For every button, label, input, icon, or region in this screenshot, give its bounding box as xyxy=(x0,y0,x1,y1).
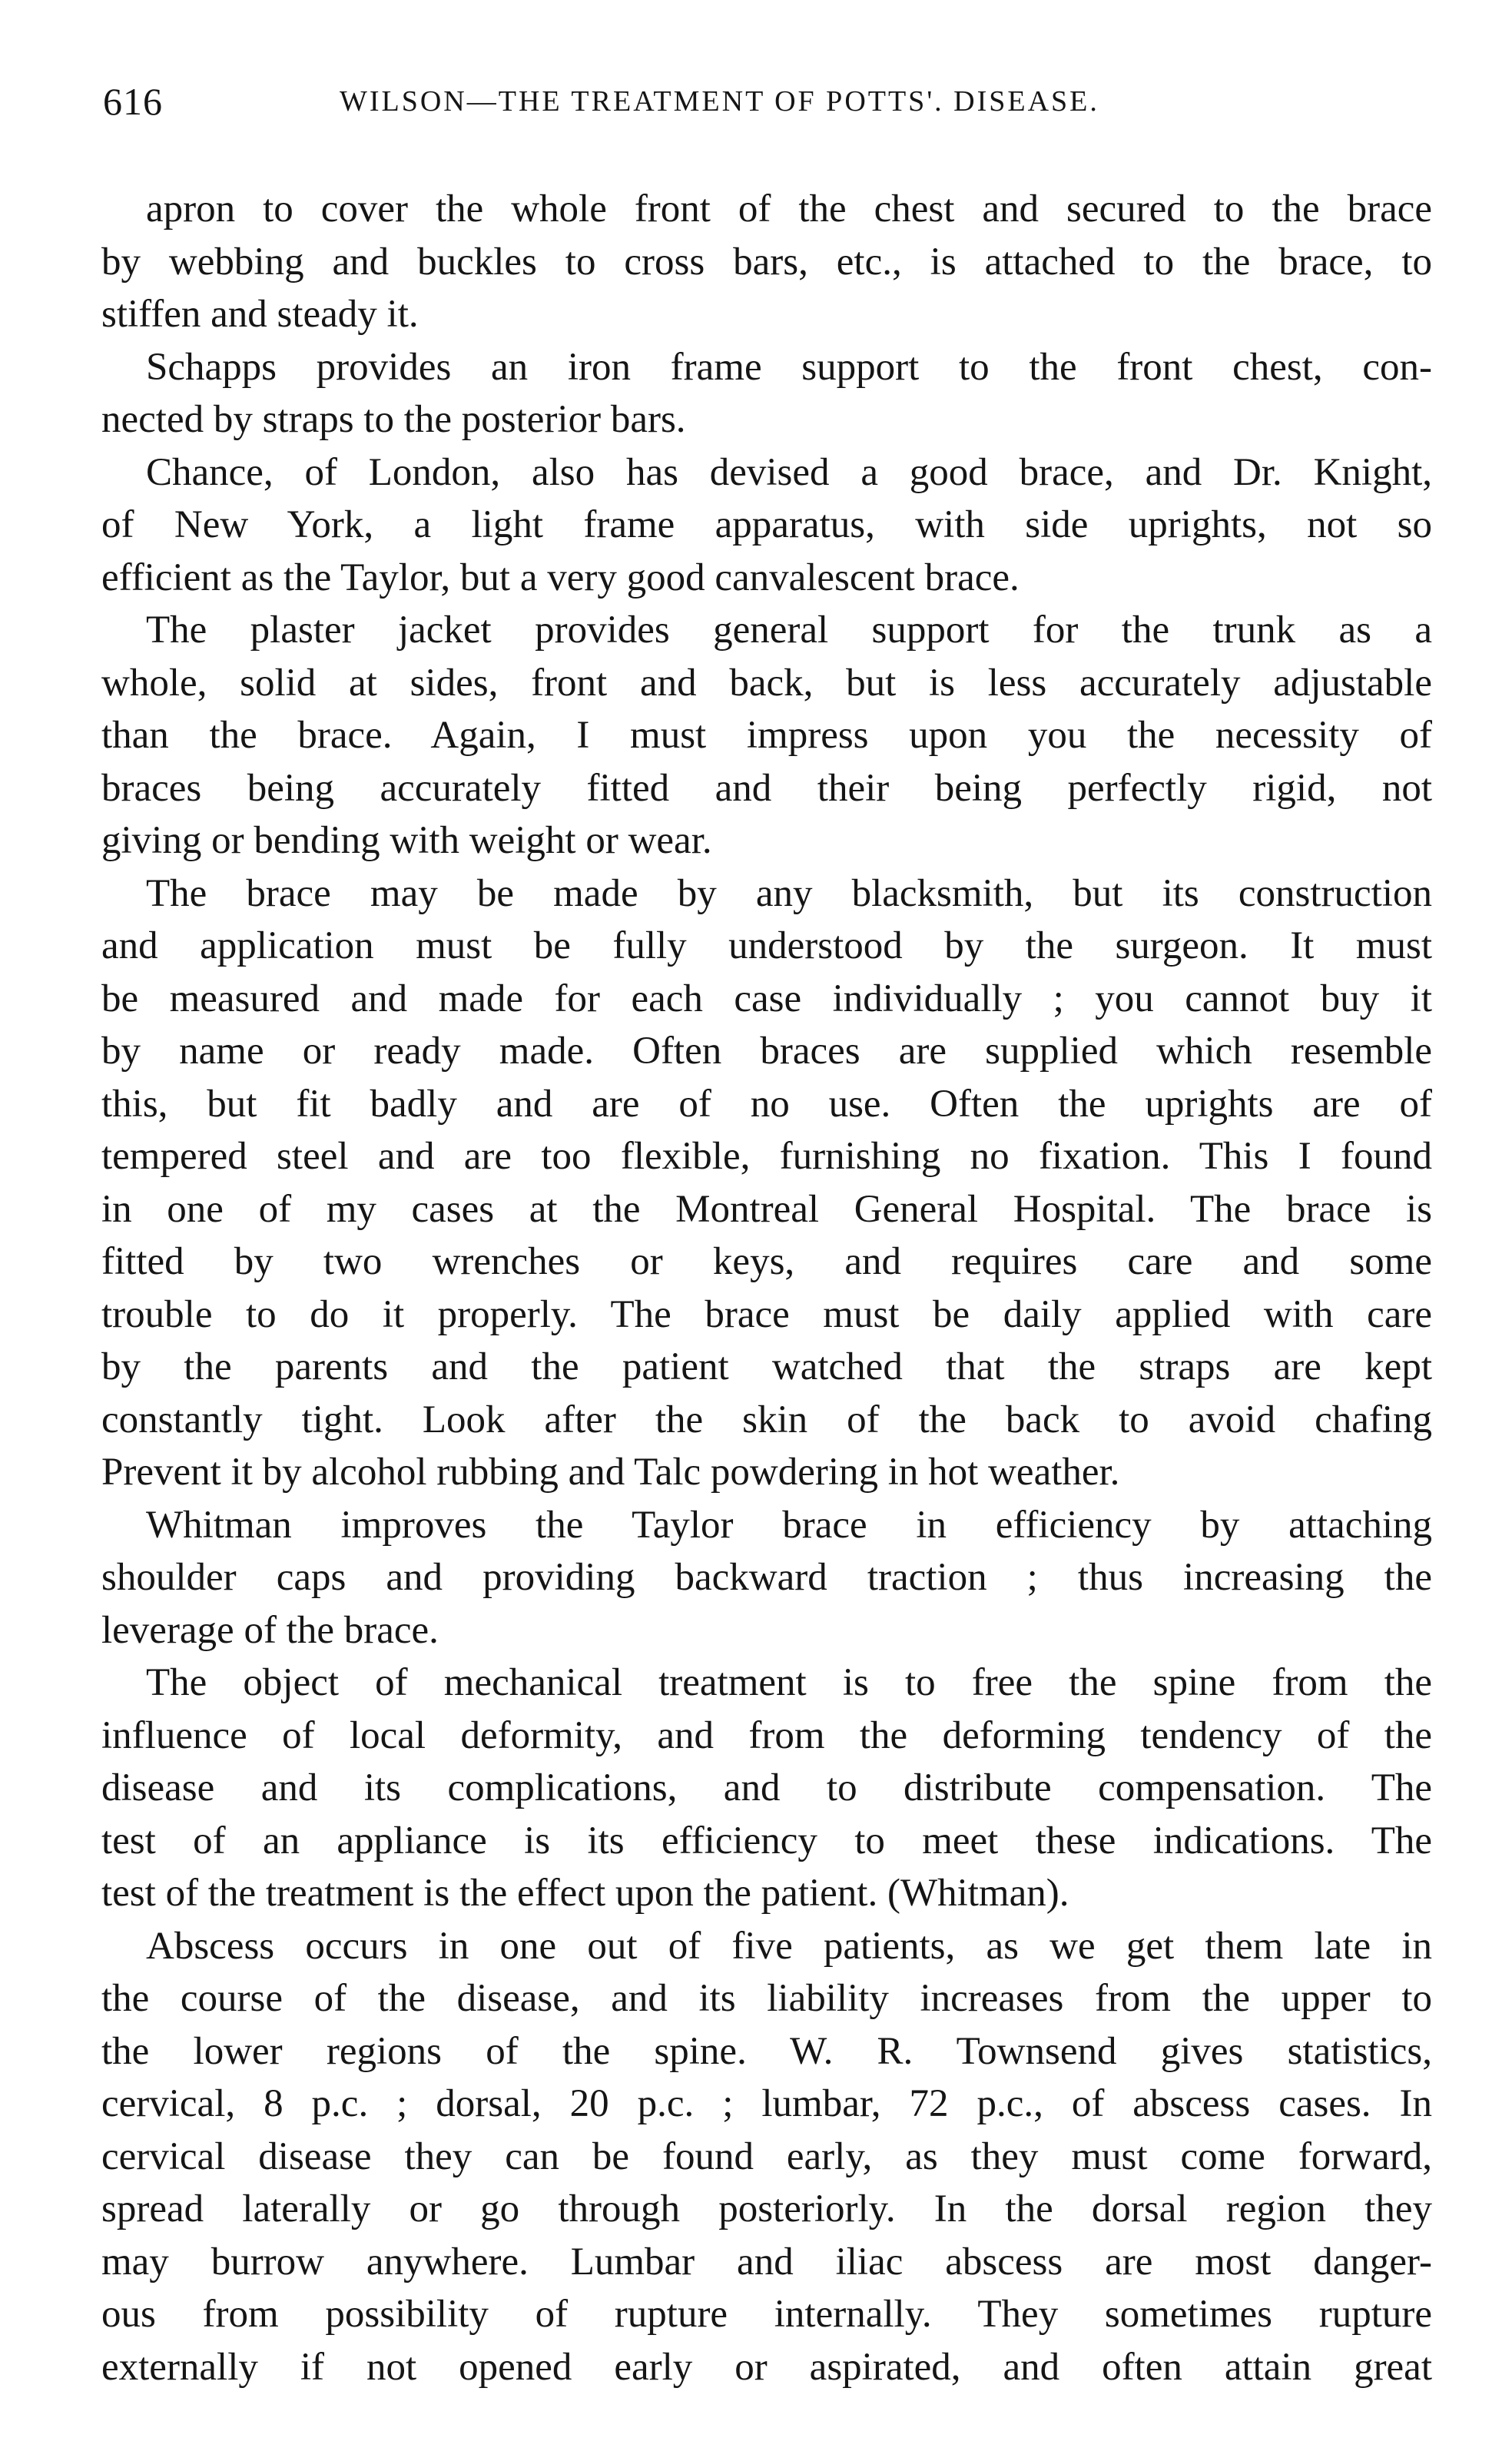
text-line: trouble to do it properly. The brace must be daily applied with care xyxy=(101,1292,1432,1336)
text-line: by name or ready made. Often braces are supplied which resemble xyxy=(101,1030,1432,1073)
text-line: giving or bending with weight or wear. xyxy=(101,819,712,862)
body-text xyxy=(101,183,1432,2393)
text-line: leverage of the brace. xyxy=(101,1608,439,1652)
paragraph xyxy=(101,867,1432,1499)
text-line: may burrow anywhere. Lumbar and iliac abscess are most danger- xyxy=(101,2240,1432,2284)
text-line: stiffen and steady it. xyxy=(101,293,419,336)
text-line: disease and its complications, and to distribute compensation. The xyxy=(101,1766,1432,1809)
text-line: Schapps provides an iron frame support to the front chest, con- xyxy=(146,345,1432,389)
text-line: the course of the disease, and its liability increases from the upper to xyxy=(101,1977,1432,2020)
text-line: Chance, of London, also has devised a good brace, and Dr. Knight, xyxy=(146,450,1432,494)
text-line: ous from possibility of rupture internally. They sometimes rupture xyxy=(101,2293,1432,2336)
text-line: constantly tight. Look after the skin of the back to avoid chafing xyxy=(101,1398,1432,1441)
text-line: efficient as the Taylor, but a very good canvalescent brace. xyxy=(101,556,1020,599)
text-line: influence of local deformity, and from the deforming tendency of the xyxy=(101,1713,1432,1757)
paragraph xyxy=(101,604,1432,867)
text-line: The plaster jacket provides general support for the trunk as a xyxy=(146,609,1432,652)
paragraph xyxy=(101,1920,1432,2394)
text-line: by the parents and the patient watched that the straps are kept xyxy=(101,1345,1432,1388)
text-line: be measured and made for each case individually ; you cannot buy it xyxy=(101,977,1432,1020)
text-line: this, but fit badly and are of no use. Often the uprights are of xyxy=(101,1082,1432,1126)
text-line: shoulder caps and providing backward traction ; thus increasing the xyxy=(101,1556,1432,1599)
page-number: 616 xyxy=(103,80,163,123)
text-line: Prevent it by alcohol rubbing and Talc powdering in hot weather. xyxy=(101,1451,1120,1494)
text-line: cervical disease they can be found early, as they must come forward, xyxy=(101,2134,1432,2178)
text-line: externally if not opened early or aspirated, and often attain great xyxy=(101,2345,1432,2389)
text-line: by webbing and buckles to cross bars, etc., is attached to the brace, to xyxy=(101,240,1432,284)
text-line: Abscess occurs in one out of five patients, as we get them late in xyxy=(146,1924,1432,1968)
text-line: test of the treatment is the effect upon the patient. (Whitman). xyxy=(101,1872,1069,1915)
paragraph xyxy=(101,341,1432,446)
text-line: test of an appliance is its efficiency to meet these indications. The xyxy=(101,1819,1432,1862)
paragraph xyxy=(101,1657,1432,1920)
text-line: cervical, 8 p.c. ; dorsal, 20 p.c. ; lumbar, 72 p.c., of abscess cases. In xyxy=(101,2082,1432,2125)
text-line: and application must be fully understood by the surgeon. It must xyxy=(101,924,1432,967)
running-head xyxy=(101,71,1432,132)
text-line: the lower regions of the spine. W. R. Townsend gives statistics, xyxy=(101,2029,1432,2073)
text-line: nected by straps to the posterior bars. xyxy=(101,398,686,441)
text-line: of New York, a light frame apparatus, with side uprights, not so xyxy=(101,503,1432,546)
paragraph xyxy=(101,183,1432,341)
text-line: apron to cover the whole front of the chest and secured to the brace xyxy=(146,187,1432,231)
text-line: whole, solid at sides, front and back, but is less accurately adjustable xyxy=(101,661,1432,705)
paragraph xyxy=(101,1499,1432,1657)
text-line: fitted by two wrenches or keys, and requires care and some xyxy=(101,1240,1432,1283)
text-line: tempered steel and are too flexible, furnishing no fixation. This I found xyxy=(101,1135,1432,1178)
text-line: spread laterally or go through posteriorly. In the dorsal region they xyxy=(101,2187,1432,2230)
text-line: braces being accurately fitted and their being perfectly rigid, not xyxy=(101,766,1432,810)
text-line: in one of my cases at the Montreal General Hospital. The brace is xyxy=(101,1187,1432,1231)
text-line: The brace may be made by any blacksmith, but its construction xyxy=(146,871,1432,915)
paragraph xyxy=(101,446,1432,605)
running-title: WILSON—THE TREATMENT OF POTTS'. DISEASE. xyxy=(340,85,1099,118)
book-page xyxy=(101,71,1432,2393)
text-line: The object of mechanical treatment is to free the spine from the xyxy=(146,1661,1432,1704)
text-line: Whitman improves the Taylor brace in efficiency by attaching xyxy=(146,1503,1432,1547)
text-line: than the brace. Again, I must impress upon you the necessity of xyxy=(101,714,1432,757)
